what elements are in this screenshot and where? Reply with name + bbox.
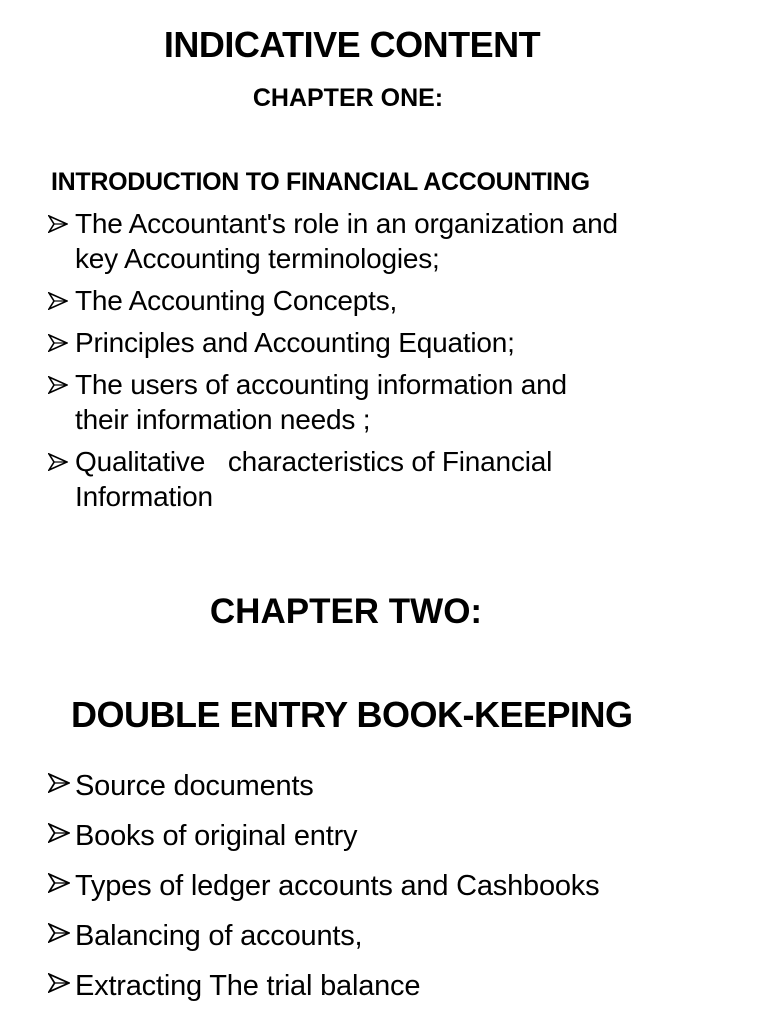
arrow-bullet-icon bbox=[48, 823, 70, 843]
list-item bbox=[48, 819, 728, 854]
chapter-one-heading: INTRODUCTION TO FINANCIAL ACCOUNTING bbox=[51, 168, 590, 196]
list-item bbox=[48, 283, 668, 318]
arrow-bullet-icon bbox=[48, 873, 70, 893]
arrow-bullet-icon bbox=[48, 334, 68, 352]
list-item bbox=[48, 206, 668, 276]
list-item-text: The Accounting Concepts, bbox=[75, 285, 398, 316]
list-item-text: Types of ledger accounts and Cashbooks bbox=[75, 870, 600, 902]
chapter-two-label: CHAPTER TWO: bbox=[209, 592, 483, 631]
arrow-bullet-icon bbox=[48, 376, 68, 394]
list-item bbox=[48, 969, 728, 1004]
list-item-text: their information needs ; bbox=[75, 404, 371, 435]
arrow-bullet-icon bbox=[48, 292, 68, 310]
chapter-two-heading: DOUBLE ENTRY BOOK-KEEPING bbox=[71, 694, 633, 735]
list-item bbox=[48, 869, 728, 904]
list-item-text: Principles and Accounting Equation; bbox=[75, 327, 515, 358]
list-item-text: Information bbox=[75, 481, 213, 512]
list-item bbox=[48, 444, 668, 514]
list-item-text: key Accounting terminologies; bbox=[75, 243, 440, 274]
chapter-one-list bbox=[48, 206, 668, 521]
page-title: INDICATIVE CONTENT bbox=[163, 24, 541, 65]
chapter-two-list bbox=[48, 769, 728, 1019]
arrow-bullet-icon bbox=[48, 923, 70, 943]
list-item bbox=[48, 919, 728, 954]
arrow-bullet-icon bbox=[48, 973, 70, 993]
list-item bbox=[48, 325, 668, 360]
list-item bbox=[48, 769, 728, 804]
list-item bbox=[48, 367, 668, 437]
list-item-text: Source documents bbox=[75, 770, 314, 802]
list-item-text: Books of original entry bbox=[75, 820, 358, 852]
list-item-text: Balancing of accounts, bbox=[75, 920, 363, 952]
arrow-bullet-icon bbox=[48, 773, 70, 793]
list-item-text: The Accountant's role in an organization and bbox=[75, 208, 618, 239]
arrow-bullet-icon bbox=[48, 453, 68, 471]
chapter-one-label: CHAPTER ONE: bbox=[252, 84, 444, 112]
list-item-text: The users of accounting information and bbox=[75, 369, 567, 400]
list-item-text: Qualitative characteristics of Financial bbox=[75, 446, 553, 477]
arrow-bullet-icon bbox=[48, 215, 68, 233]
list-item-text: Extracting The trial balance bbox=[75, 970, 421, 1002]
